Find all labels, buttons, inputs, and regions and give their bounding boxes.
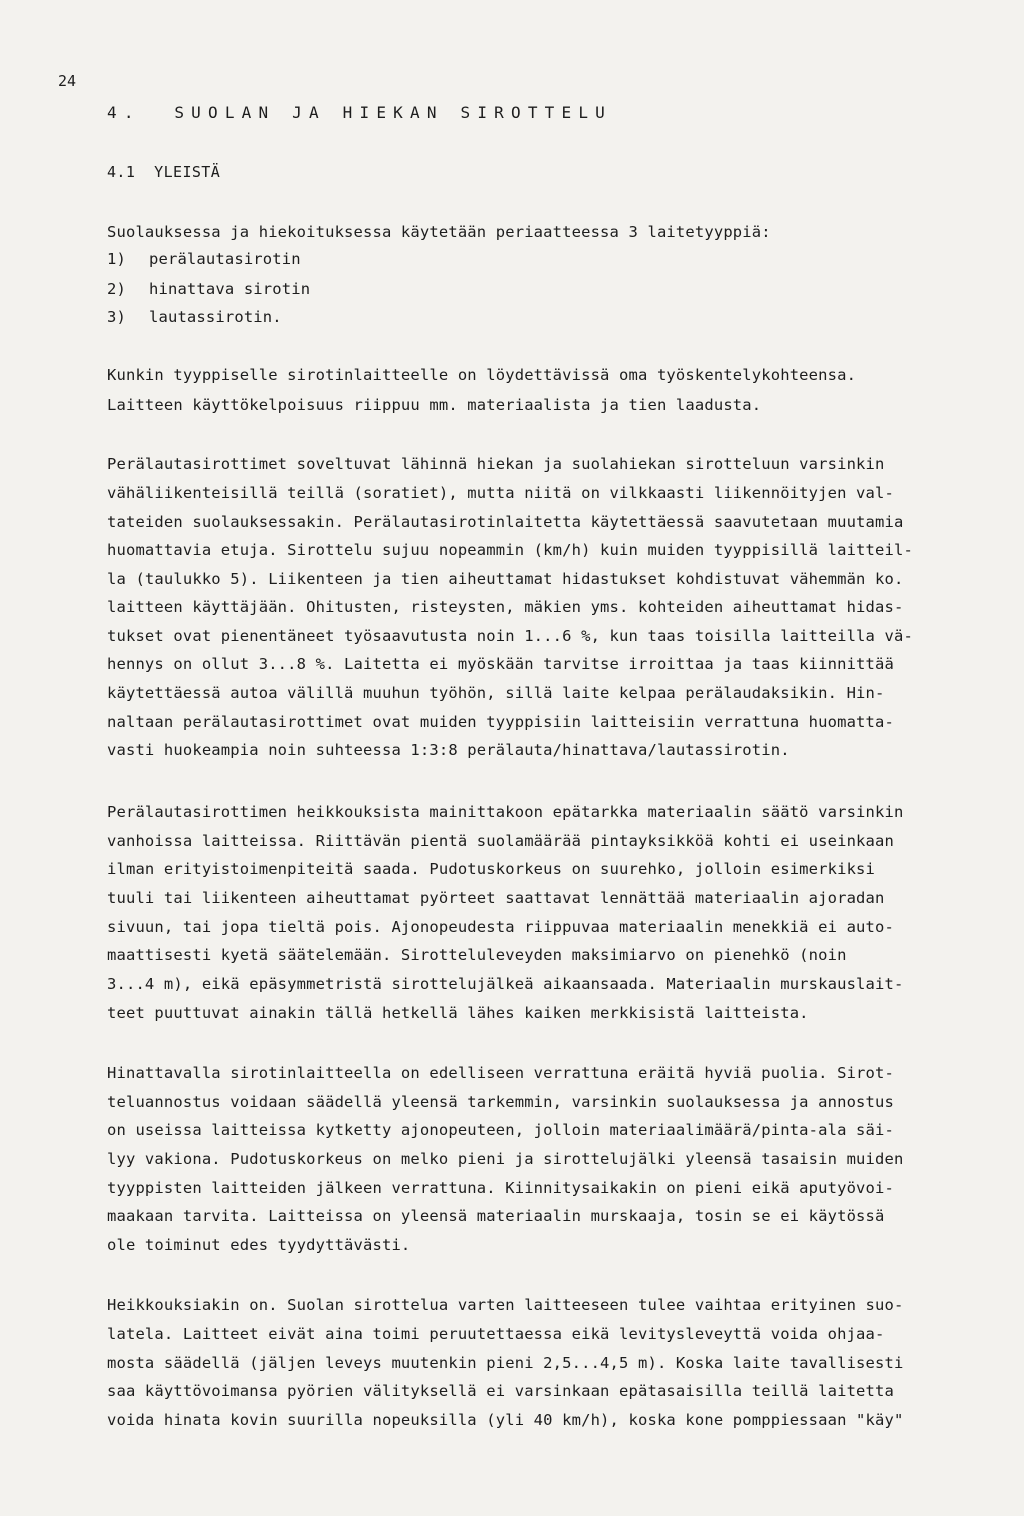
- section-heading: 4.1 YLEISTÄ: [107, 163, 221, 181]
- list-number: 1): [107, 250, 126, 268]
- text-line: vanhoissa laitteissa. Riittävän pientä suolamäärää pintayksikköä kohti ei useinkaan: [107, 832, 894, 850]
- list-number: 2): [107, 280, 126, 298]
- text-line: hennys on ollut 3...8 %. Laitetta ei myöskään tarvitse irroittaa ja taas kiinnittää: [107, 655, 894, 673]
- text-line: maattisesti kyetä säätelemään. Sirotteluleveyden maksimiarvo on pienehkö (noin: [107, 946, 847, 964]
- text-line: tukset ovat pienentäneet työsaavutusta noin 1...6 %, kun taas toisilla laitteilla vä-: [107, 627, 913, 645]
- text-line: laitteen käyttäjään. Ohitusten, risteysten, mäkien yms. kohteiden aiheuttamat hidas-: [107, 598, 904, 616]
- text-line: Laitteen käyttökelpoisuus riippuu mm. materiaalista ja tien laadusta.: [107, 396, 762, 414]
- device-type-item: [107, 250, 301, 268]
- text-line: käytettäessä autoa välillä muuhun työhön, sillä laite kelpaa perälaudaksikin. Hin-: [107, 684, 885, 702]
- text-line: latela. Laitteet eivät aina toimi peruutettaessa eikä levitysleveyttä voida ohjaa-: [107, 1325, 885, 1343]
- list-text: lautassirotin.: [149, 308, 282, 326]
- text-line: tateiden suolauksessakin. Perälautasirotinlaitetta käytettäessä saavutetaan muutamia: [107, 513, 904, 531]
- list-number: 3): [107, 308, 126, 326]
- text-line: Perälautasirottimen heikkouksista mainittakoon epätarkka materiaalin säätö varsinkin: [107, 803, 904, 821]
- intro-line: Suolauksessa ja hiekoituksessa käytetään periaatteessa 3 laitetyyppiä:: [107, 223, 771, 241]
- text-line: saa käyttövoimansa pyörien välityksellä ei varsinkaan epätasaisilla teillä laitetta: [107, 1382, 894, 1400]
- text-line: la (taulukko 5). Liikenteen ja tien aiheuttamat hidastukset kohdistuvat vähemmän ko.: [107, 570, 904, 588]
- text-line: teluannostus voidaan säädellä yleensä tarkemmin, varsinkin suolauksessa ja annostus: [107, 1093, 894, 1111]
- text-line: naltaan perälautasirottimet ovat muiden tyyppisiin laitteisiin verrattuna huomatta-: [107, 713, 894, 731]
- text-line: huomattavia etuja. Sirottelu sujuu nopeammin (km/h) kuin muiden tyyppisillä laitteil-: [107, 541, 913, 559]
- text-line: ilman erityistoimenpiteitä saada. Pudotuskorkeus on suurehko, jolloin esimerkiksi: [107, 860, 876, 878]
- list-text: perälautasirotin: [149, 250, 301, 268]
- text-line: tuuli tai liikenteen aiheuttamat pyörteet saattavat lennättää materiaalin ajoradan: [107, 889, 885, 907]
- text-line: teet puuttuvat ainakin tällä hetkellä lähes kaiken merkkisistä laitteista.: [107, 1004, 809, 1022]
- text-line: mosta säädellä (jäljen leveys muutenkin pieni 2,5...4,5 m). Koska laite tavallisesti: [107, 1354, 904, 1372]
- device-type-item: [107, 280, 310, 298]
- text-line: Hinattavalla sirotinlaitteella on edelliseen verrattuna eräitä hyviä puolia. Sirot-: [107, 1064, 894, 1082]
- page-number: 24: [58, 72, 77, 90]
- text-line: sivuun, tai jopa tieltä pois. Ajonopeudesta riippuvaa materiaalin menekkiä ei auto-: [107, 918, 894, 936]
- device-type-item: [107, 308, 282, 326]
- text-line: maakaan tarvita. Laitteissa on yleensä materiaalin murskaaja, tosin se ei käytössä: [107, 1207, 885, 1225]
- text-line: Heikkouksiakin on. Suolan sirottelua varten laitteeseen tulee vaihtaa erityinen suo-: [107, 1296, 904, 1314]
- text-line: 3...4 m), eikä epäsymmetristä sirottelujälkeä aikaansaada. Materiaalin murskauslait-: [107, 975, 904, 993]
- text-line: vähäliikenteisillä teillä (soratiet), mutta niitä on vilkkaasti liikennöityjen val-: [107, 484, 894, 502]
- text-line: vasti huokeampia noin suhteessa 1:3:8 perälauta/hinattava/lautassirotin.: [107, 741, 790, 759]
- text-line: ole toiminut edes tyydyttävästi.: [107, 1236, 411, 1254]
- text-line: on useissa laitteissa kytketty ajonopeuteen, jolloin materiaalimäärä/pinta-ala säi-: [107, 1121, 894, 1139]
- text-line: voida hinata kovin suurilla nopeuksilla (yli 40 km/h), koska kone pomppiessaan "käy": [107, 1411, 904, 1429]
- text-line: lyy vakiona. Pudotuskorkeus on melko pieni ja sirottelujälki yleensä tasaisin muiden: [107, 1150, 904, 1168]
- text-line: Kunkin tyyppiselle sirotinlaitteelle on löydettävissä oma työskentelykohteensa.: [107, 366, 857, 384]
- chapter-heading: 4. SUOLAN JA HIEKAN SIROTTELU: [107, 103, 612, 122]
- list-text: hinattava sirotin: [149, 280, 311, 298]
- text-line: Perälautasirottimet soveltuvat lähinnä hiekan ja suolahiekan sirotteluun varsinkin: [107, 455, 885, 473]
- text-line: tyyppisten laitteiden jälkeen verrattuna. Kiinnitysaikakin on pieni eikä aputyövoi-: [107, 1179, 894, 1197]
